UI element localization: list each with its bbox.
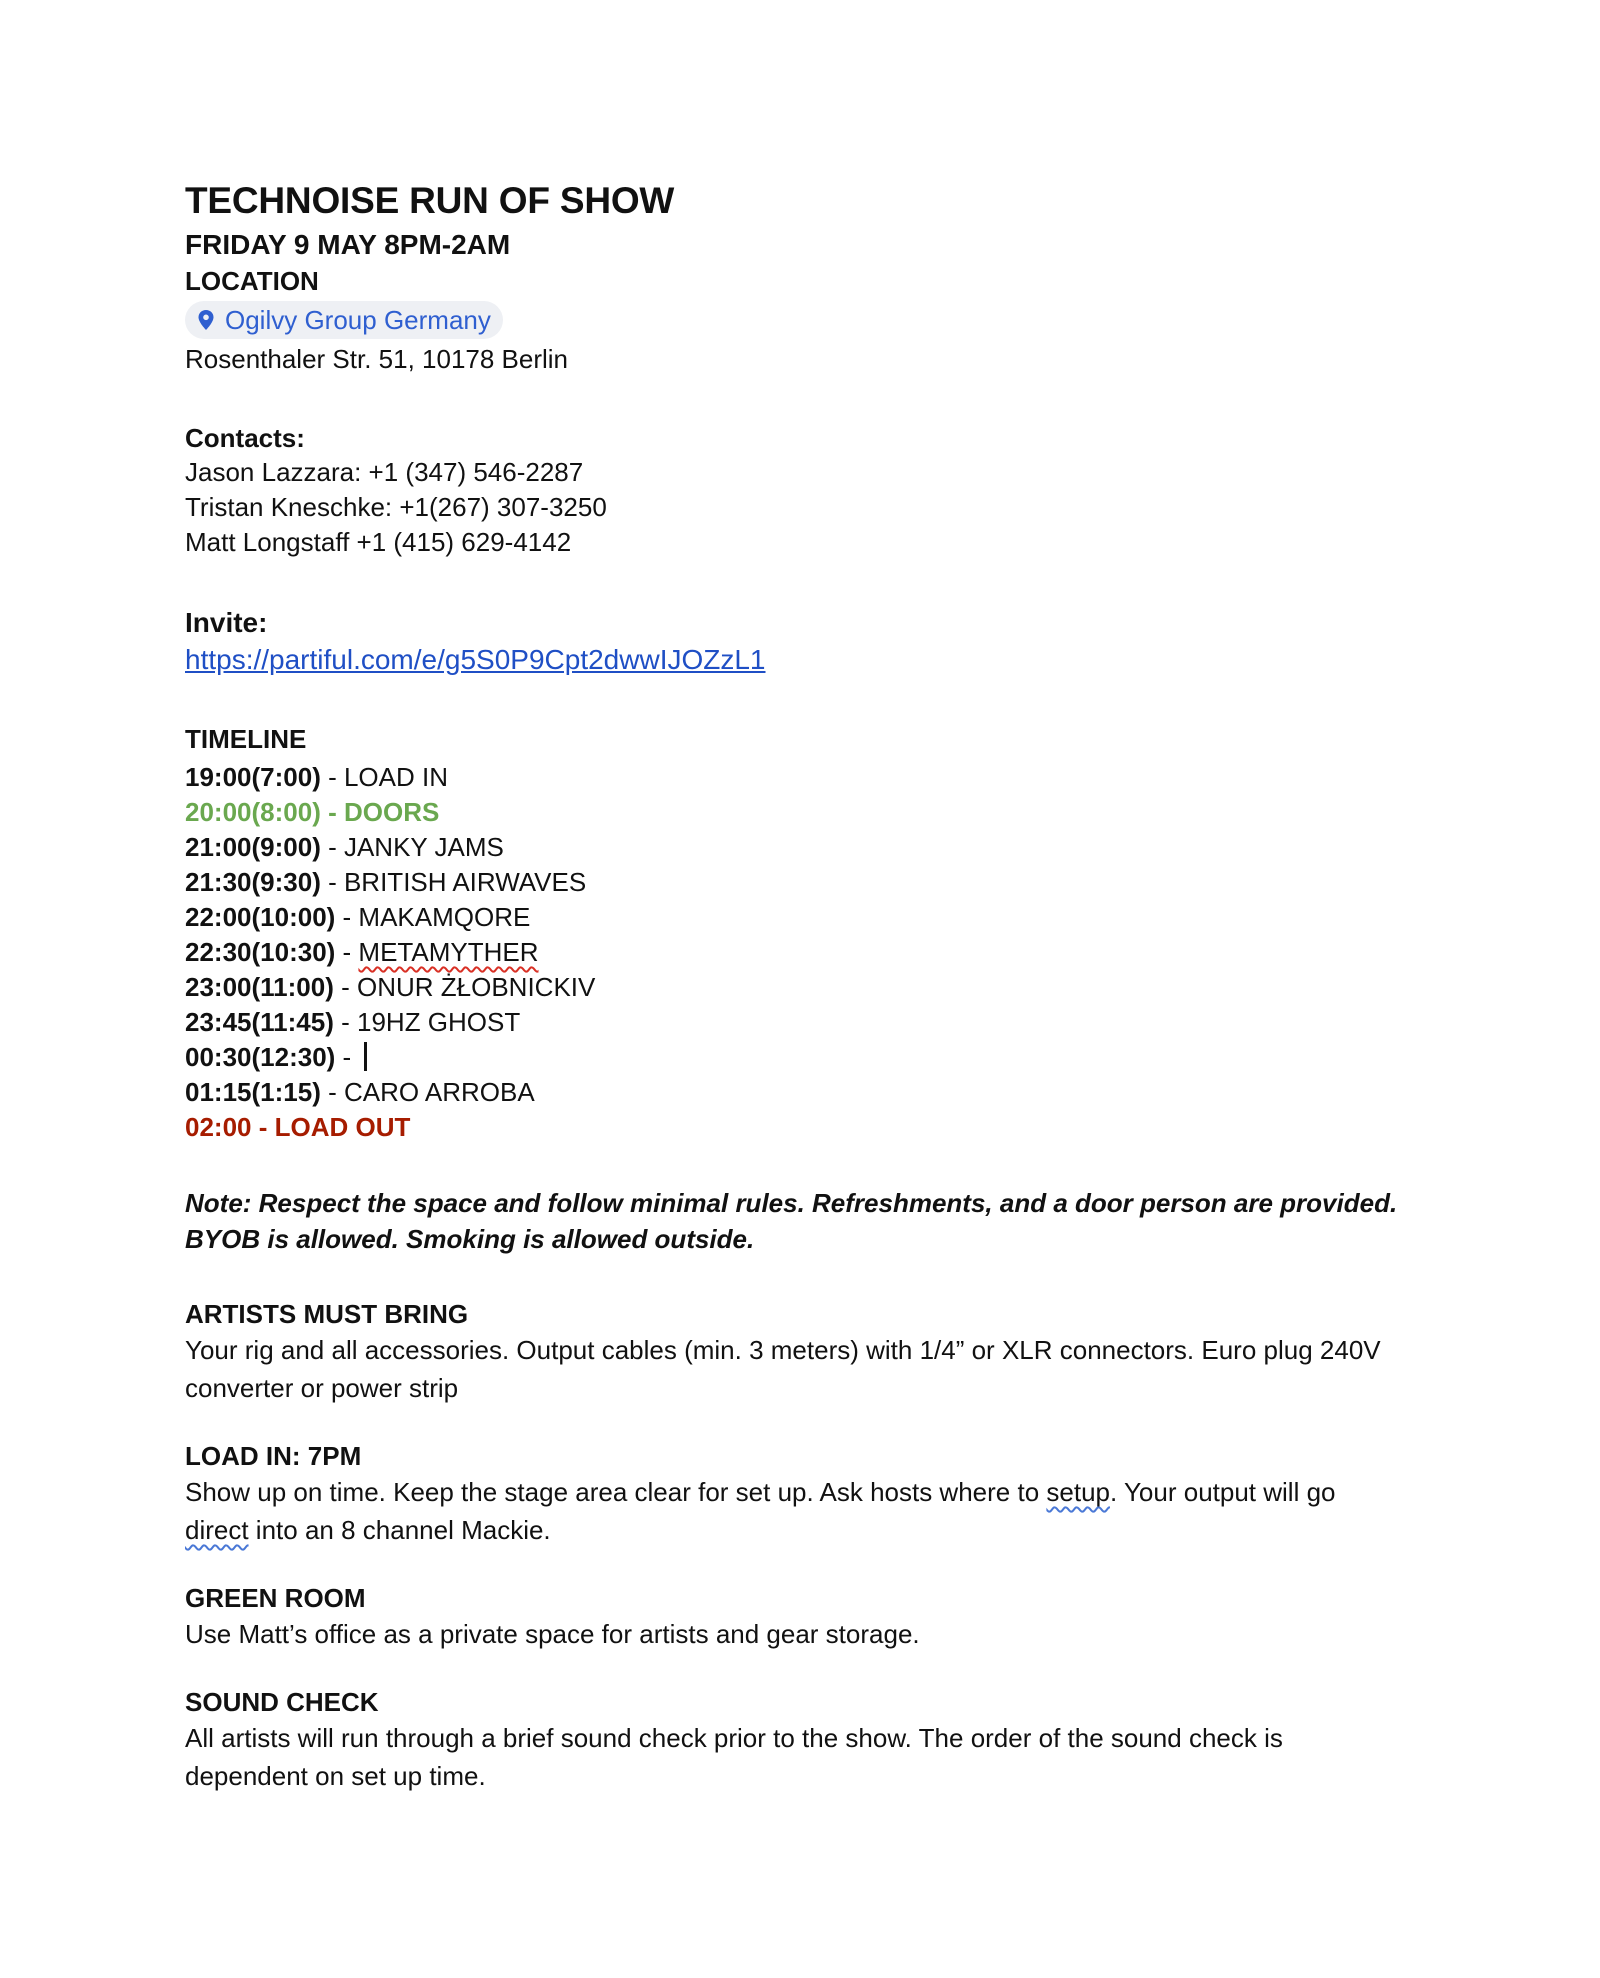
timeline-act: DOORS	[343, 797, 440, 827]
timeline-item	[185, 900, 1435, 935]
location-heading: LOCATION	[185, 266, 319, 296]
load-in-text-line	[185, 1511, 1435, 1549]
timeline-act: CARO ARROBA	[343, 1077, 535, 1107]
timeline-time: 01:15(1:15)	[185, 1077, 321, 1107]
spacer	[185, 560, 1435, 604]
map-pin-icon	[197, 309, 215, 331]
contact-item: Tristan Kneschke: +1(267) 307-3250	[185, 492, 607, 522]
document-page	[185, 178, 1435, 1795]
timeline-item-doors	[185, 795, 1435, 830]
address: Rosenthaler Str. 51, 10178 Berlin	[185, 344, 569, 374]
green-room-heading: GREEN ROOM	[185, 1583, 366, 1613]
contact-item: Matt Longstaff +1 (415) 629-4142	[185, 527, 572, 557]
timeline-time: 19:00(7:00)	[185, 762, 321, 792]
place-chip-label: Ogilvy Group Germany	[225, 305, 491, 335]
timeline-separator: -	[335, 937, 359, 967]
note-line: BYOB is allowed. Smoking is allowed outside.	[185, 1224, 755, 1254]
timeline-item	[185, 1040, 1435, 1075]
contacts-heading: Contacts:	[185, 423, 305, 453]
artists-text-line: converter or power strip	[185, 1373, 459, 1403]
timeline-time: 22:30(10:30)	[185, 937, 336, 967]
timeline-item	[185, 865, 1435, 900]
timeline-separator: -	[320, 832, 344, 862]
timeline-act: LOAD OUT	[274, 1112, 411, 1142]
text-cursor[interactable]	[364, 1042, 367, 1071]
sound-check-text-line: All artists will run through a brief sound check prior to the show. The order of the sound check is	[185, 1723, 1283, 1753]
timeline-time: 02:00	[185, 1112, 252, 1142]
timeline-separator: -	[320, 867, 344, 897]
timeline-time: 20:00(8:00)	[185, 797, 321, 827]
load-in-text: into an 8 channel Mackie.	[248, 1515, 551, 1545]
contact-item: Jason Lazzara: +1 (347) 546-2287	[185, 457, 584, 487]
timeline-separator: -	[335, 1042, 359, 1072]
timeline-item	[185, 1005, 1435, 1040]
timeline-act: ONUR ŻŁOBNICKIV	[357, 972, 596, 1002]
timeline-time: 00:30(12:30)	[185, 1042, 336, 1072]
timeline-separator: -	[333, 972, 357, 1002]
invite-heading: Invite:	[185, 607, 268, 638]
note-line: Note: Respect the space and follow minimal rules. Refreshments, and a door person are provided.	[185, 1188, 1398, 1218]
timeline-item	[185, 760, 1435, 795]
timeline-act: BRITISH AIRWAVES	[343, 867, 587, 897]
spacer	[185, 1145, 1435, 1185]
event-date: FRIDAY 9 MAY 8PM-2AM	[185, 229, 511, 260]
spacer	[185, 1653, 1435, 1685]
artists-text-line: Your rig and all accessories. Output cables (min. 3 meters) with 1/4” or XLR connectors. Euro plug 240V	[185, 1335, 1381, 1365]
green-room-text: Use Matt’s office as a private space for artists and gear storage.	[185, 1619, 920, 1649]
timeline-act: MAKAMQORE	[358, 902, 531, 932]
timeline-separator: -	[320, 762, 344, 792]
timeline-item	[185, 935, 1435, 970]
load-in-text: . Your output will go	[1110, 1477, 1336, 1507]
place-chip[interactable]	[185, 301, 503, 339]
timeline-time: 21:00(9:00)	[185, 832, 321, 862]
load-in-text: Show up on time. Keep the stage area clear for set up. Ask hosts where to	[185, 1477, 1047, 1507]
timeline-time: 21:30(9:30)	[185, 867, 321, 897]
artists-heading: ARTISTS MUST BRING	[185, 1299, 469, 1329]
spacer	[185, 678, 1435, 722]
spacer	[185, 1549, 1435, 1581]
timeline-act: 19HZ GHOST	[357, 1007, 521, 1037]
timeline-act-misspelled[interactable]: METAMYTHER	[358, 937, 539, 967]
timeline-item-load-out	[185, 1110, 1435, 1145]
spacer	[185, 377, 1435, 421]
sound-check-text-line: dependent on set up time.	[185, 1761, 486, 1791]
grammar-flagged-word[interactable]: direct	[185, 1515, 249, 1545]
load-in-text-line	[185, 1473, 1435, 1511]
spacer	[185, 1407, 1435, 1439]
timeline-time: 23:00(11:00)	[185, 972, 334, 1002]
timeline-heading: TIMELINE	[185, 724, 307, 754]
timeline-separator: -	[333, 1007, 357, 1037]
place-chip-row	[185, 298, 1435, 342]
document-title: TECHNOISE RUN OF SHOW	[185, 180, 675, 221]
load-in-heading: LOAD IN: 7PM	[185, 1441, 362, 1471]
timeline-time: 22:00(10:00)	[185, 902, 336, 932]
timeline-item	[185, 830, 1435, 865]
timeline-item	[185, 1075, 1435, 1110]
timeline-time: 23:45(11:45)	[185, 1007, 334, 1037]
timeline-item	[185, 970, 1435, 1005]
timeline-separator: -	[335, 902, 359, 932]
invite-link[interactable]: https://partiful.com/e/g5S0P9Cpt2dwwIJOZzL1	[185, 644, 766, 675]
timeline-separator: -	[320, 797, 344, 827]
sound-check-heading: SOUND CHECK	[185, 1687, 379, 1717]
timeline-separator: -	[320, 1077, 344, 1107]
spacer	[185, 1257, 1435, 1297]
timeline-act: JANKY JAMS	[343, 832, 504, 862]
timeline-separator: -	[251, 1112, 275, 1142]
timeline-act: LOAD IN	[343, 762, 448, 792]
grammar-flagged-word[interactable]: setup	[1046, 1477, 1110, 1507]
